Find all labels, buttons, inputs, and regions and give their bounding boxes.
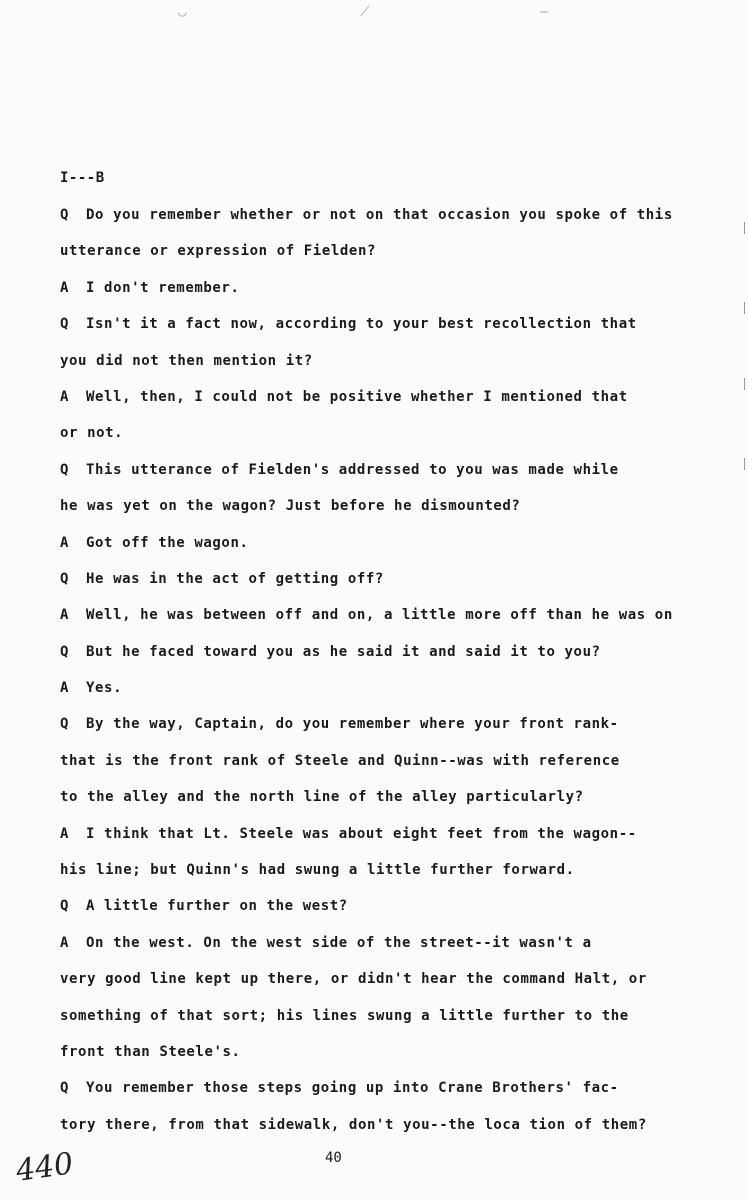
continuation-line [60, 494, 710, 530]
line-text: very good line kept up there, or didn't hear the command Halt, or [60, 971, 647, 988]
continuation-line [60, 349, 710, 385]
answer-line [60, 931, 710, 967]
punch-mark: — [540, 4, 549, 20]
line-text: that is the front rank of Steele and Quinn--was with reference [60, 752, 620, 769]
continuation-line [60, 1113, 710, 1149]
line-text: to the alley and the north line of the alley particularly? [60, 789, 584, 806]
punch-mark: ⟋ [360, 4, 370, 20]
margin-mark [744, 222, 745, 234]
continuation-line [60, 239, 710, 275]
line-text: I don't remember. [86, 279, 240, 296]
margin-mark [744, 302, 745, 314]
line-text: utterance or expression of Fielden? [60, 243, 377, 260]
continuation-line [60, 785, 710, 821]
line-text: something of that sort; his lines swung a little further to the [60, 1007, 629, 1024]
speaker-tag: Q [60, 570, 70, 587]
answer-line [60, 822, 710, 858]
speaker-tag: Q [60, 1080, 70, 1097]
speaker-tag: A [60, 607, 70, 624]
continuation-line [60, 421, 710, 457]
line-text: This utterance of Fielden's addressed to you was made while [86, 461, 619, 478]
line-text: you did not then mention it? [60, 352, 313, 369]
punch-mark: ◡ [178, 4, 187, 20]
line-text: But he faced toward you as he said it and said it to you? [86, 643, 601, 660]
handwritten-note: 440 [13, 1146, 76, 1189]
line-text: his line; but Quinn's had swung a little further forward. [60, 862, 575, 879]
continuation-line [60, 749, 710, 785]
line-text: front than Steele's. [60, 1043, 241, 1060]
answer-line [60, 276, 710, 312]
margin-mark [744, 458, 745, 470]
line-text: tory there, from that sidewalk, don't you--the loca tion of them? [60, 1116, 647, 1133]
speaker-tag: A [60, 934, 70, 951]
margin-mark [744, 378, 745, 390]
line-text: or not. [60, 425, 124, 442]
answer-line [60, 676, 710, 712]
page-number: 40 [325, 1150, 342, 1166]
question-line [60, 712, 710, 748]
speaker-tag: A [60, 534, 70, 551]
line-text: You remember those steps going up into Crane Brothers' fac- [86, 1080, 619, 1097]
line-text: A little further on the west? [86, 898, 348, 915]
speaker-tag: Q [60, 643, 70, 660]
question-line [60, 312, 710, 348]
answer-line [60, 531, 710, 567]
question-line [60, 640, 710, 676]
line-text: By the way, Captain, do you remember where your front rank- [86, 716, 619, 733]
line-text: Do you remember whether or not on that occasion you spoke of this [86, 207, 673, 223]
transcript-body [60, 203, 710, 1149]
line-text: Isn't it a fact now, according to your best recollection that [86, 316, 637, 333]
line-text: Well, then, I could not be positive whether I mentioned that [86, 388, 628, 405]
question-line [60, 567, 710, 603]
section-label: I---B [60, 170, 105, 186]
line-text: He was in the act of getting off? [86, 570, 384, 587]
continuation-line [60, 1040, 710, 1076]
answer-line [60, 603, 710, 639]
speaker-tag: A [60, 388, 70, 405]
speaker-tag: Q [60, 461, 70, 478]
speaker-tag: Q [60, 898, 70, 915]
line-text: Well, he was between off and on, a little more off than he was on [86, 607, 673, 624]
continuation-line [60, 858, 710, 894]
line-text: I think that Lt. Steele was about eight feet from the wagon-- [86, 825, 637, 842]
continuation-line [60, 967, 710, 1003]
line-text: Yes. [86, 680, 123, 697]
line-text: Got off the wagon. [86, 534, 249, 551]
question-line [60, 203, 710, 239]
line-text: he was yet on the wagon? Just before he dismounted? [60, 498, 521, 515]
question-line [60, 458, 710, 494]
speaker-tag: Q [60, 207, 70, 223]
speaker-tag: A [60, 680, 70, 697]
speaker-tag: A [60, 279, 70, 296]
continuation-line [60, 1004, 710, 1040]
speaker-tag: Q [60, 716, 70, 733]
line-text: On the west. On the west side of the street--it wasn't a [86, 934, 592, 951]
speaker-tag: A [60, 825, 70, 842]
question-line [60, 1076, 710, 1112]
answer-line [60, 385, 710, 421]
question-line [60, 894, 710, 930]
speaker-tag: Q [60, 316, 70, 333]
